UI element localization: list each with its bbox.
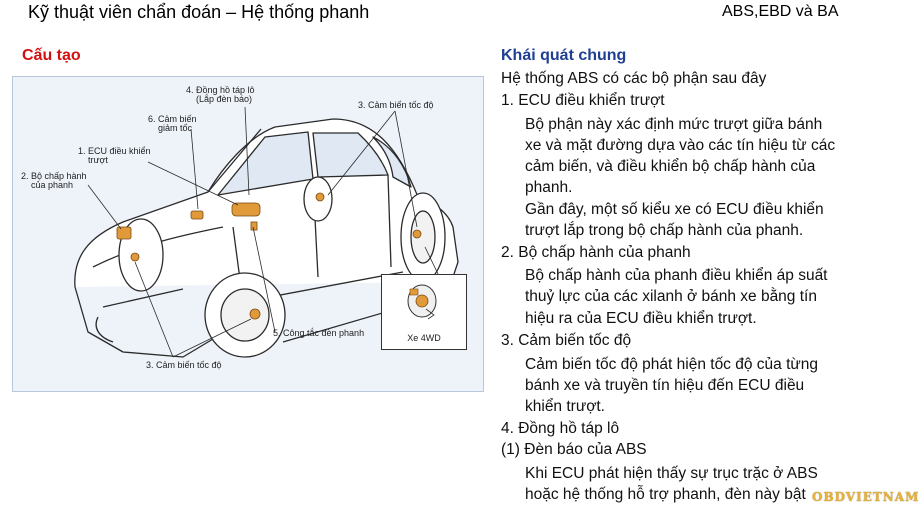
line-7: trượt lắp trong bộ chấp hành của phanh.	[525, 222, 804, 239]
line-9: Bộ chấp hành của phanh điều khiển áp suất	[525, 267, 828, 284]
line-16: 4. Đồng hồ táp lô	[501, 420, 620, 437]
line-6: Gần đây, một số kiểu xe có ECU điều khiển	[525, 201, 824, 218]
callout-brake-actuator: 2. Bộ chấp hành của phanh	[21, 171, 87, 190]
line-15: khiển trượt.	[525, 398, 605, 415]
line-4: cảm biến, và điều khiển bộ chấp hành của	[525, 158, 816, 175]
line-2: Bộ phận này xác định mức trượt giữa bánh	[525, 116, 823, 133]
front-speed-sensor-shape	[250, 309, 260, 319]
header-right-label: ABS,EBD và BA	[722, 3, 839, 20]
callout-speed-sensor-rear: 3. Cảm biến tốc độ	[358, 100, 434, 110]
callout-instrument-cluster: 4. Đồng hồ táp lô (Lắp đèn báo)	[186, 85, 255, 104]
watermark-logo: OBDVIETNAM	[812, 490, 919, 504]
line-8: 2. Bộ chấp hành của phanh	[501, 244, 691, 261]
decel-sensor-shape	[191, 211, 203, 219]
line-3: xe và mặt đường dựa vào các tín hiệu từ các	[525, 137, 836, 154]
line-17: (1) Đèn báo của ABS	[501, 441, 647, 458]
line-10: thuỷ lực của các xilanh ở bánh xe bằng tín	[525, 288, 817, 305]
brake-system-figure	[12, 76, 484, 392]
inset-sensor-illustration	[382, 275, 466, 331]
line-12: 3. Cảm biến tốc độ	[501, 332, 632, 349]
inset-4wd	[381, 274, 467, 350]
slip-ecu-shape	[232, 203, 260, 216]
line-14: bánh xe và truyền tín hiệu đến ECU điều	[525, 377, 805, 394]
callout-slip-ecu: 1. ECU điều khiển trượt	[78, 146, 151, 165]
callout-decel-sensor: 6. Cảm biến giảm tốc	[148, 114, 197, 133]
line-5: phanh.	[525, 179, 573, 196]
line-0: Hệ thống ABS có các bộ phận sau đây	[501, 70, 767, 87]
callout-brake-light-switch: 5. Công tắc đèn phanh	[273, 328, 365, 338]
line-11: hiệu ra của ECU điều khiển trượt.	[525, 310, 757, 327]
callout-speed-sensor-front: 3. Cảm biến tốc độ	[146, 360, 222, 370]
line-19: hoặc hệ thống hỗ trợ phanh, đèn này bật	[525, 486, 806, 503]
header-title: Kỹ thuật viên chẩn đoán – Hệ thống phanh	[28, 2, 370, 22]
brake-actuator-shape	[117, 227, 131, 239]
left-section-heading: Cấu tạo	[22, 47, 81, 64]
inset-label: Xe 4WD	[407, 333, 441, 343]
line-13: Cảm biến tốc độ phát hiện tốc độ của từng	[525, 356, 819, 373]
line-18: Khi ECU phát hiện thấy sự trục trặc ở ABS	[525, 465, 818, 482]
line-1: 1. ECU điều khiển trượt	[501, 92, 665, 109]
right-section-heading: Khái quát chung	[501, 47, 627, 64]
